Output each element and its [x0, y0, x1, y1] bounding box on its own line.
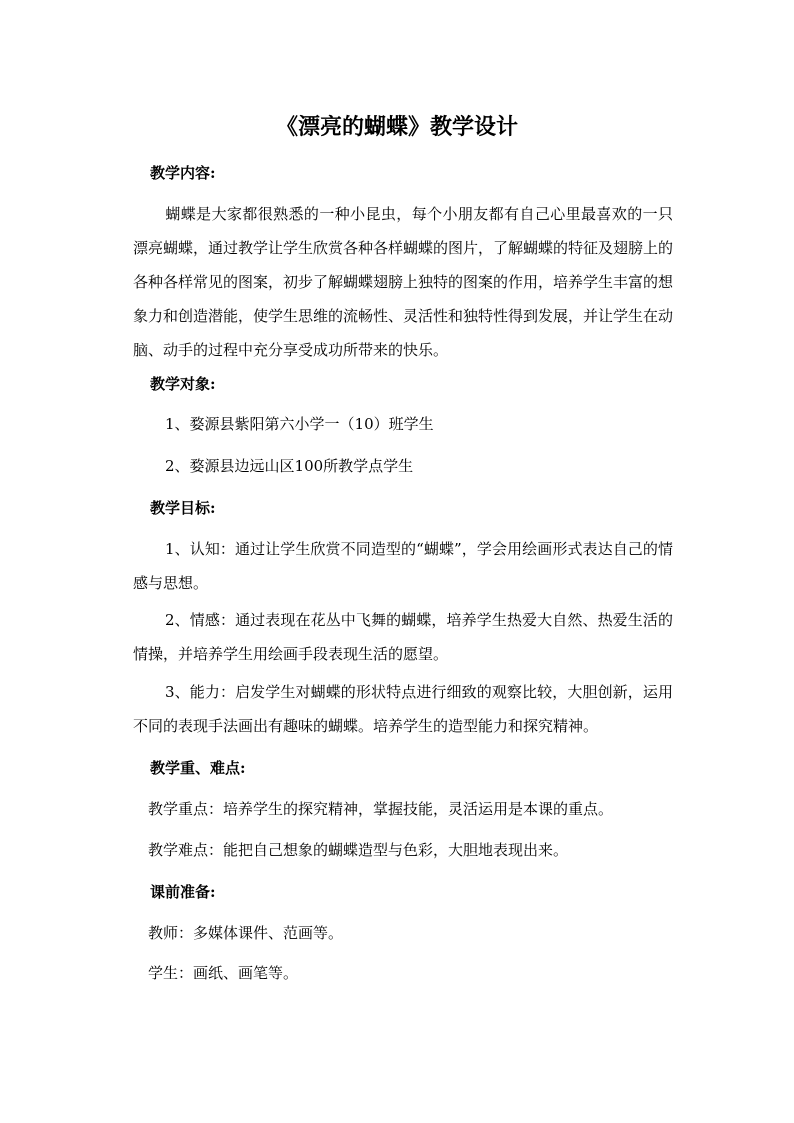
heading-preparation: 课前准备:	[150, 883, 216, 901]
goal-cognition-text: 1、认知：通过让学生欣赏不同造型的“蝴蝶”，学会用绘画形式表达自己的情感与思想。	[133, 540, 673, 592]
goal-emotion	[133, 603, 673, 671]
paragraph-teaching-content	[133, 197, 673, 367]
goal-emotion-text: 2、情感：通过表现在花丛中飞舞的蝴蝶，培养学生热爱大自然、热爱生活的情操，并培养学生用绘画手段表现生活的愿望。	[133, 611, 673, 663]
heading-teaching-goals: 教学目标:	[150, 499, 216, 517]
student-prep-line: 学生：画纸、画笔等。	[148, 964, 299, 982]
paragraph-teaching-content-text: 蝴蝶是大家都很熟悉的一种小昆虫，每个小朋友都有自己心里最喜欢的一只漂亮蝴蝶，通过教学让学生欣赏各种各样蝴蝶的图片，了解蝴蝶的特征及翅膀上的各种各样常见的图案，初步了解蝴蝶翅膀上独特的图案的作用，培养学生丰富的想象力和创造潜能，使学生思维的流畅性、灵活性和独特性得到发展，并让学生在动脑、动手的过程中充分享受成功所带来的快乐。	[133, 205, 674, 359]
heading-teaching-audience: 教学对象:	[150, 375, 216, 393]
teacher-prep-line: 教师：多媒体课件、范画等。	[148, 924, 344, 942]
document-title: 《漂亮的蝴蝶》教学设计	[275, 114, 518, 140]
audience-item-2: 2、婺源县边远山区100所教学点学生	[165, 457, 414, 475]
audience-item-1: 1、婺源县紫阳第六小学一（10）班学生	[165, 415, 434, 433]
heading-key-points: 教学重、难点:	[150, 759, 246, 777]
key-point-line: 教学重点：培养学生的探究精神，掌握技能，灵活运用是本课的重点。	[148, 800, 614, 818]
goal-ability	[133, 675, 673, 743]
heading-teaching-content: 教学内容:	[150, 164, 216, 182]
goal-ability-text: 3、能力：启发学生对蝴蝶的形状特点进行细致的观察比较，大胆创新，运用不同的表现手法画出有趣味的蝴蝶。培养学生的造型能力和探究精神。	[133, 683, 673, 735]
difficulty-line: 教学难点：能把自己想象的蝴蝶造型与色彩，大胆地表现出来。	[148, 841, 569, 859]
goal-cognition	[133, 532, 673, 600]
